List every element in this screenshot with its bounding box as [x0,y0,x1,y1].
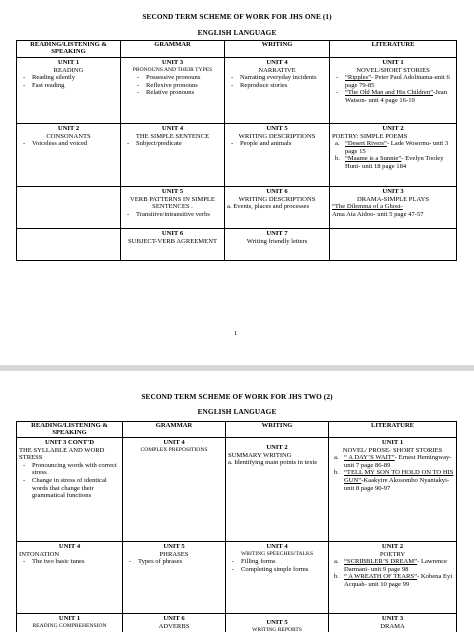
unit-label: UNIT 6 [161,230,184,237]
header-literature: LITERATURE [330,41,457,58]
cell-literature-empty [330,229,457,261]
cell-writing [225,229,330,261]
page-subtitle: ENGLISH LANGUAGE [197,407,277,416]
unit-label: UNIT 5 [266,619,288,626]
header-reading: READING/LISTENING & SPEAKING [17,422,123,438]
unit-topic: DRAMA [380,622,405,630]
list-item: - Filling forms [228,558,326,566]
list-item [332,74,454,89]
unit-label: UNIT 5 [266,125,288,132]
unit-label: UNIT 1 [381,439,404,446]
cell-reading [17,438,123,542]
cell-reading [17,124,121,187]
table-row [17,187,457,229]
cell-literature [330,187,457,229]
unit-topic: SUBJECT-VERB AGREEMENT [128,237,217,245]
cell-literature [330,58,457,124]
unit-label: UNIT 1 [58,615,81,622]
literature-title: “The Dilemma of a Ghost- [332,203,403,211]
header-reading: READING/LISTENING & SPEAKING [17,41,121,58]
cell-reading [17,58,121,124]
cell-writing [226,614,329,632]
cell-reading [17,614,123,632]
cell-reading-empty [17,229,121,261]
literature-title: “The Old Man and His Children” [345,89,434,97]
unit-topic: VERB PATTERNS IN SIMPLE SENTENCES . [130,195,215,211]
list-item: - Reading silently [19,74,118,82]
cell-grammar [123,542,226,614]
unit-topic: COMPLEX PREPOSITIONS [140,446,208,453]
unit-label: UNIT 6 [163,615,185,622]
unit-label: UNIT 1 [57,59,80,66]
cell-grammar [121,229,225,261]
header-grammar: GRAMMAR [121,41,225,58]
header-writing: WRITING [226,422,329,438]
list-item: - Possessive pronouns [133,74,222,82]
literature-source: -Kaakyire Akosombo Nyantakyi-unit 8 page 90-97 [344,476,450,492]
unit-label: UNIT 4 [161,125,184,132]
literature-source: - Evelyn Tooley Hunt- unit 18 page 184 [345,155,444,170]
unit-label: UNIT 1 [382,59,404,66]
list-item: - Subject/predicate [123,140,222,148]
literature-source: - Peter Paul Adolinama-unit 6 page 79-85 [345,74,450,89]
list-item [332,155,454,170]
header-literature: LITERATURE [329,422,457,438]
header-grammar: GRAMMAR [123,422,226,438]
unit-topic: ADVERBS [158,622,190,630]
table-row [17,542,457,614]
header-writing: WRITING [225,41,330,58]
unit-label: UNIT 2 [381,543,404,550]
list-item: - People and animals [227,140,327,148]
list-item: - Reproduce stories [227,82,327,90]
cell-writing [226,542,329,614]
unit-label: UNIT 3 [381,615,404,622]
cell-literature [329,542,457,614]
cell-reading-empty [17,187,121,229]
unit-topic: NOVEL/ PROSE- SHORT STORIES [342,446,443,454]
list-item: - The two basic tunes [19,558,120,566]
unit-label: UNIT 3 CONT’D [45,439,94,446]
literature-title: “SCRIBBLER’S DREAM” [344,558,418,566]
cell-grammar [121,124,225,187]
unit-label: UNIT 2 [266,444,288,451]
cell-reading [17,542,123,614]
cell-writing [225,187,330,229]
list-item [331,558,454,573]
unit-topic: CONSONANTS [46,132,91,140]
unit-label: UNIT 4 [58,543,81,550]
unit-topic: POETRY: SIMPLE POEMS [332,132,408,140]
list-item: - Transitive/intransitive verbs [123,211,222,219]
unit-label: UNIT 3 [161,59,184,66]
unit-topic: DRAMA-SIMPLE PLAYS [356,195,430,203]
cell-literature [330,124,457,187]
literature-title: “Ripples” [345,74,372,82]
unit-topic: WRITING REPORTS [252,626,302,632]
literature-source: - Ernest Hemingway- unit 7 page 86-89 [344,454,452,469]
literature-source: - Lade Wosornu- unit 3 page 15 [345,140,449,155]
cell-grammar [121,187,225,229]
cell-writing [225,58,330,124]
list-item [331,573,454,588]
page-title: SECOND TERM SCHEME OF WORK FOR JHS ONE (1) [142,12,332,21]
document-page-2 [0,371,474,632]
cell-literature [329,614,457,632]
unit-topic: WRITING DESCRIPTIONS [238,195,316,203]
unit-label: UNIT 2 [57,125,80,132]
table-row [17,58,457,124]
list-item: - Voiceless and voiced [19,140,118,148]
literature-source: -Jean Watson- unit 4 page 16-19 [345,89,448,104]
table-row [17,124,457,187]
unit-topic: READING COMPREHENSION [32,622,107,629]
scheme-table-jhs2 [16,421,457,632]
literature-title: “TELL MY SON TO HOLD ON TO HIS GUN” [344,469,454,484]
list-item: - Fast reading [19,82,118,90]
unit-topic: NARRATIVE [258,66,296,74]
scheme-table-jhs1 [16,40,457,261]
unit-label: UNIT 2 [382,125,404,132]
page-subtitle: ENGLISH LANGUAGE [197,28,277,37]
list-item [331,454,454,469]
literature-source: - Lawrence Darmani- unit 9 page 98 [344,558,447,573]
cell-writing [225,124,330,187]
literature-title: “ A WREATH OF TEARS” [344,573,418,581]
literature-source: Ama Ata Aidoo- unit 5 page 47-57 [332,210,424,218]
writing-item: a. Events, places and processes [227,203,310,211]
unit-label: UNIT 3 [382,188,404,195]
list-item [331,469,454,492]
unit-label: UNIT 7 [266,230,288,237]
cell-writing [226,438,329,542]
unit-topic: SUMMARY WRITING [228,451,292,459]
table-row [17,438,457,542]
page-title: SECOND TERM SCHEME OF WORK FOR JHS TWO (2) [141,392,333,401]
unit-topic: THE SIMPLE SENTENCE [135,132,210,140]
unit-label: UNIT 5 [163,543,185,550]
unit-topic: WRITING SPEECHES/TALKS [240,550,314,557]
cell-grammar [123,438,226,542]
literature-title: “Maame is a Sunnie” [345,155,402,163]
unit-label: UNIT 4 [266,543,288,550]
list-item [332,140,454,155]
table-row [17,614,457,632]
unit-topic: NOVEL/SHORT STORIES [356,66,430,74]
literature-title: “Desert Rivers” [345,140,387,148]
unit-topic: THE SYLLABLE AND WORD STRESS [19,446,105,462]
list-item: - Completing simple forms [228,566,326,574]
list-item: - Reflexive pronouns [133,82,222,90]
unit-topic: INTONATION [19,550,60,558]
cell-grammar [123,614,226,632]
list-item: - Pronouncing words with correct stress [19,462,120,477]
page-number: 1 [234,330,238,337]
literature-source: - Kobena Eyi Acquah- unit 10 page 99 [344,573,453,588]
unit-label: UNIT 5 [161,188,184,195]
unit-label: UNIT 4 [163,439,185,446]
cell-literature [329,438,457,542]
unit-topic: WRITING DESCRIPTIONS [238,132,316,140]
unit-topic: PHRASES [159,550,189,558]
unit-topic: Writing friendly letters [246,237,308,245]
list-item: - Change in stress of identical words that change their grammatical functions [19,477,120,500]
list-item: - Relative pronouns [133,89,222,97]
unit-topic: PRONOUNS AND THEIR TYPES [132,66,213,73]
literature-title: “ A DAY’S WAIT” [344,454,395,462]
unit-topic: POETRY [379,550,406,558]
list-item: - Types of phrases [125,558,223,566]
writing-item: a. Identifying main points in texts [228,459,318,467]
list-item: - Narrating everyday incidents [227,74,327,82]
unit-label: UNIT 6 [266,188,288,195]
table-row [17,229,457,261]
unit-label: UNIT 4 [266,59,288,66]
cell-grammar [121,58,225,124]
list-item [332,89,454,104]
unit-topic: READING [53,66,84,74]
